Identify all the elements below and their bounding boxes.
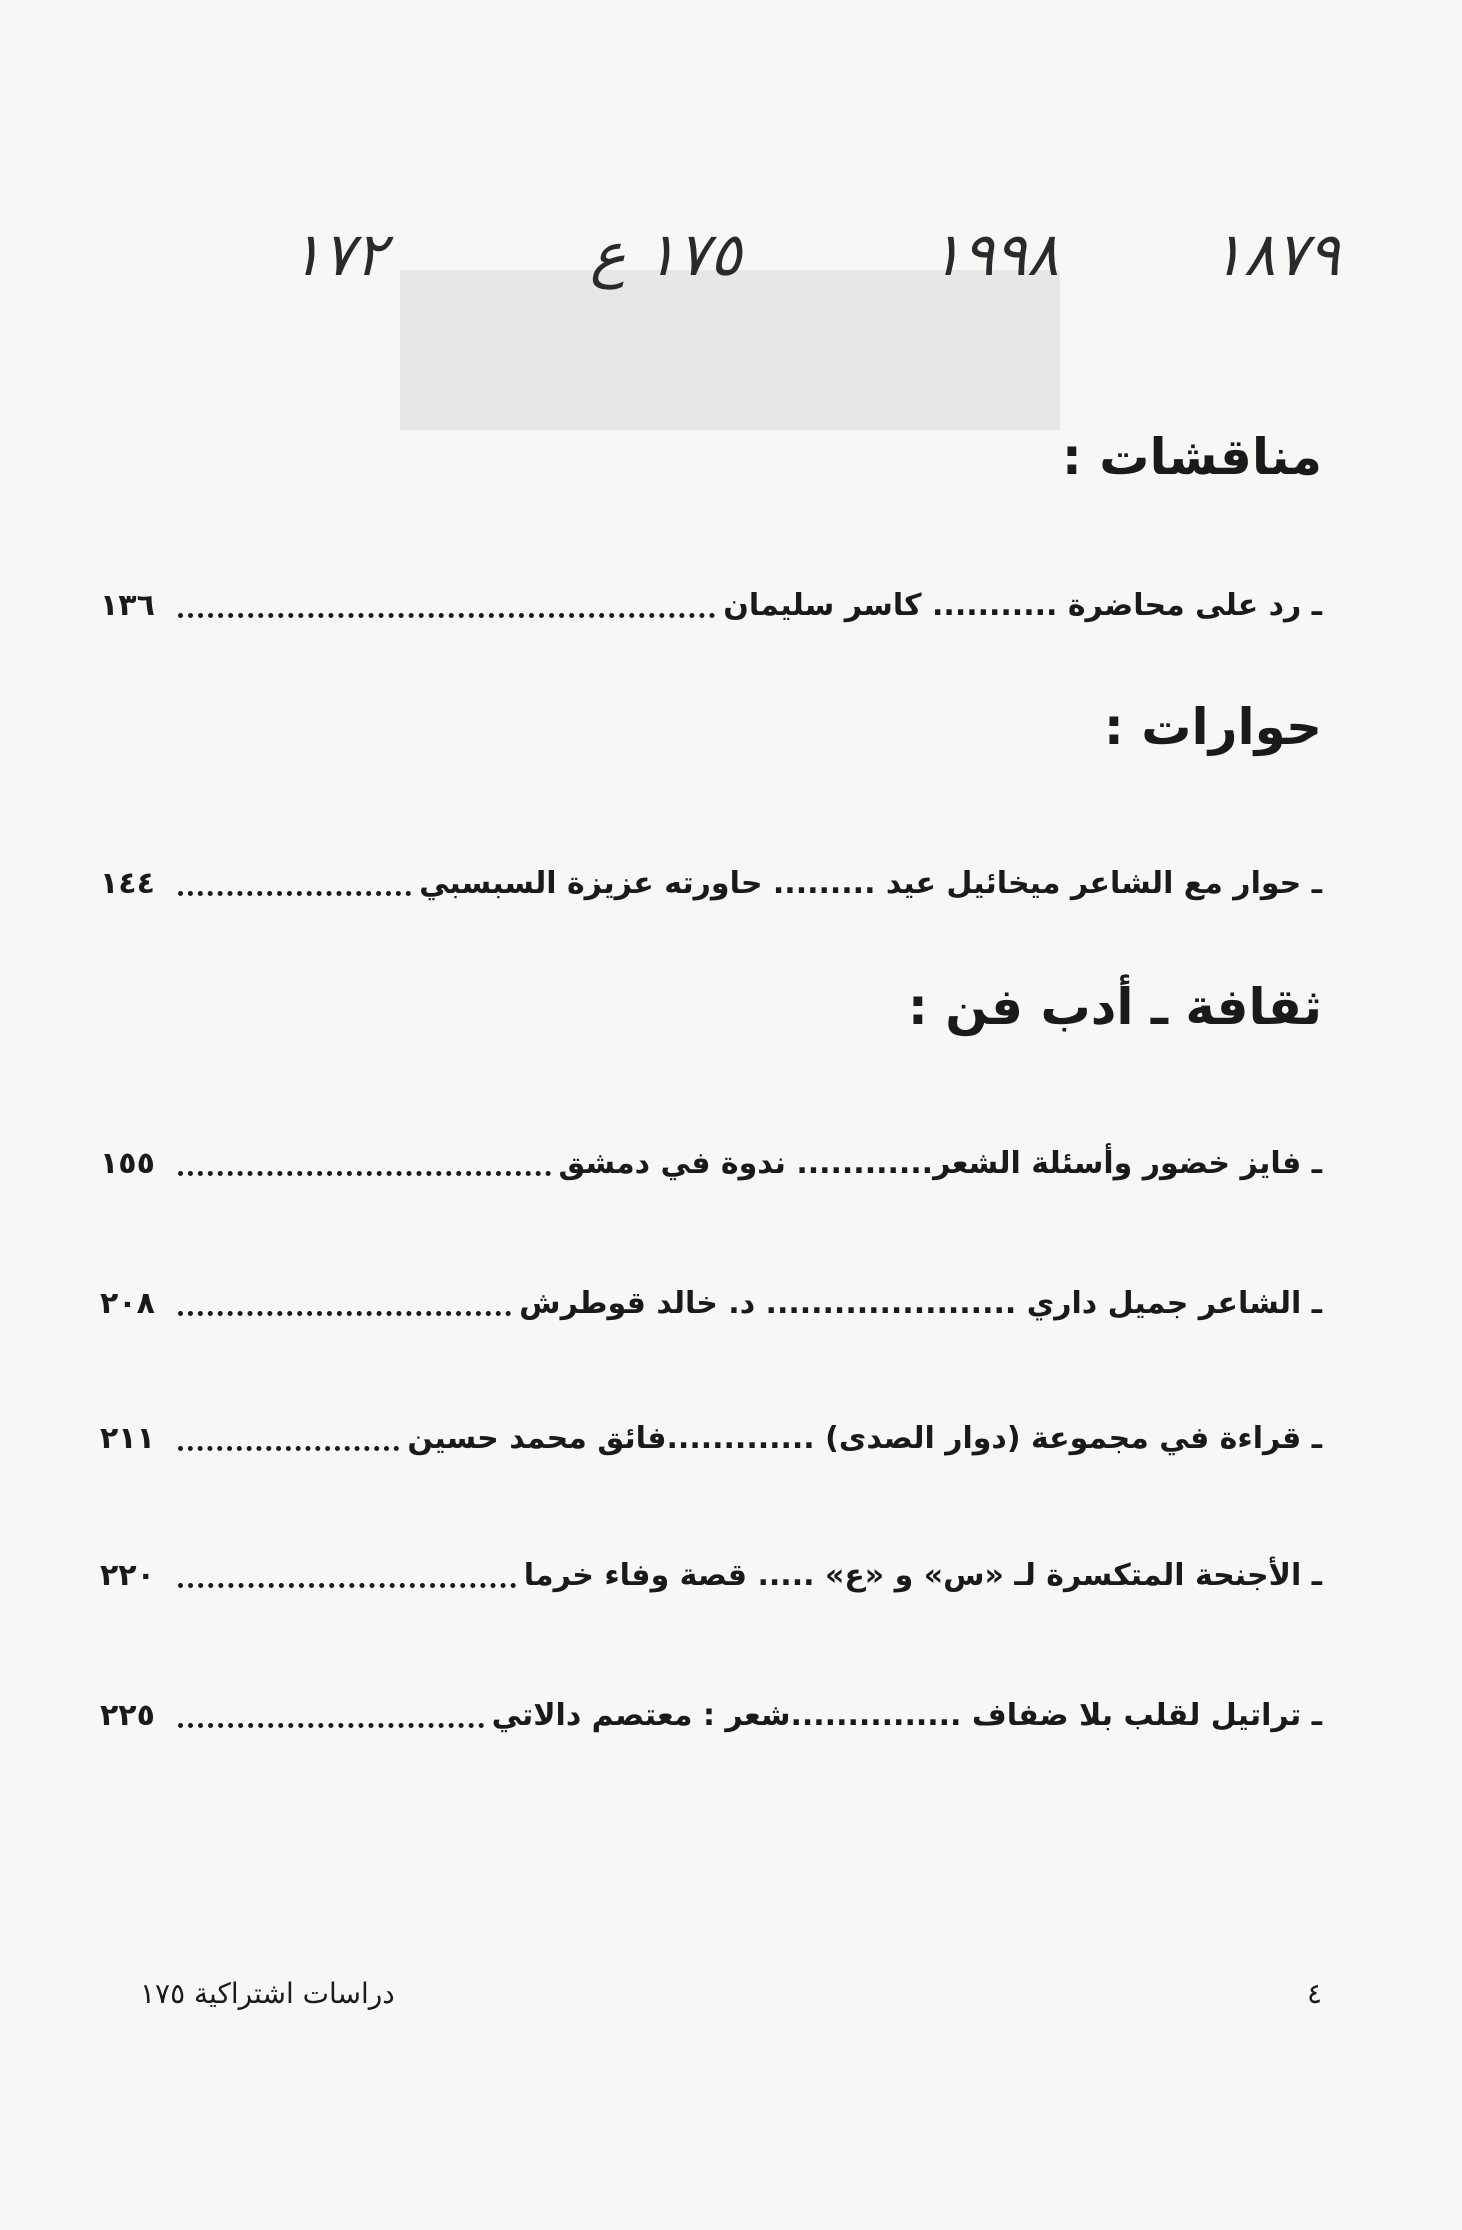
handwritten-note: ١٨٧٩ xyxy=(1211,220,1340,290)
toc-entry[interactable] xyxy=(100,858,1322,908)
dot-leader xyxy=(178,1171,551,1176)
handwritten-note: ١٧٢ xyxy=(290,220,387,290)
entry-page: ٢٢٠ xyxy=(100,1557,155,1593)
entry-title: ـ فايز خضور وأسئلة الشعر............ ندوة في دمشق xyxy=(558,1145,1322,1181)
entry-title: ـ الشاعر جميل داري ...................... د. خالد قوطرش xyxy=(519,1285,1322,1321)
entry-page: ١٥٥ xyxy=(100,1145,155,1181)
handwritten-note: ١٩٩٨ xyxy=(930,220,1059,290)
dot-leader xyxy=(178,1311,511,1316)
handwritten-note: ١٧٥ ع xyxy=(590,220,742,290)
dot-leader xyxy=(178,613,715,618)
page-number: ٤ xyxy=(1306,1976,1322,2010)
dot-leader xyxy=(178,1583,516,1588)
entry-title: ـ قراءة في مجموعة (دوار الصدى) .............فائق محمد حسين xyxy=(407,1420,1322,1456)
dot-leader xyxy=(178,1723,484,1728)
toc-entry[interactable] xyxy=(100,1550,1322,1600)
toc-entry[interactable] xyxy=(100,1413,1322,1463)
entry-page: ٢١١ xyxy=(100,1420,155,1456)
entry-page: ١٣٦ xyxy=(100,587,155,623)
section-heading: حوارات : xyxy=(1103,698,1322,756)
section-heading: مناقشات : xyxy=(1061,428,1322,486)
handwritten-notes xyxy=(290,220,1340,310)
toc-entry[interactable] xyxy=(100,1690,1322,1740)
page-footer xyxy=(140,1968,1322,2018)
publication-name: دراسات اشتراكية ١٧٥ xyxy=(140,1976,395,2010)
entry-title: ـ رد على محاضرة ........... كاسر سليمان xyxy=(723,587,1322,623)
toc-entry[interactable] xyxy=(100,580,1322,630)
section-heading: ثقافة ـ أدب فن : xyxy=(907,978,1322,1036)
entry-title: ـ حوار مع الشاعر ميخائيل عيد ......... حاورته عزيزة السبسبي xyxy=(419,865,1322,901)
toc-entry[interactable] xyxy=(100,1278,1322,1328)
entry-title: ـ تراتيل لقلب بلا ضفاف ...............شعر : معتصم دالاتي xyxy=(491,1697,1322,1733)
entry-page: ٢٠٨ xyxy=(100,1285,155,1321)
entry-page: ١٤٤ xyxy=(100,865,155,901)
entry-page: ٢٢٥ xyxy=(100,1697,155,1733)
toc-entry[interactable] xyxy=(100,1138,1322,1188)
dot-leader xyxy=(178,1446,399,1451)
entry-title: ـ الأجنحة المتكسرة لـ «س» و «ع» ..... قصة وفاء خرما xyxy=(523,1557,1322,1593)
dot-leader xyxy=(178,891,411,896)
